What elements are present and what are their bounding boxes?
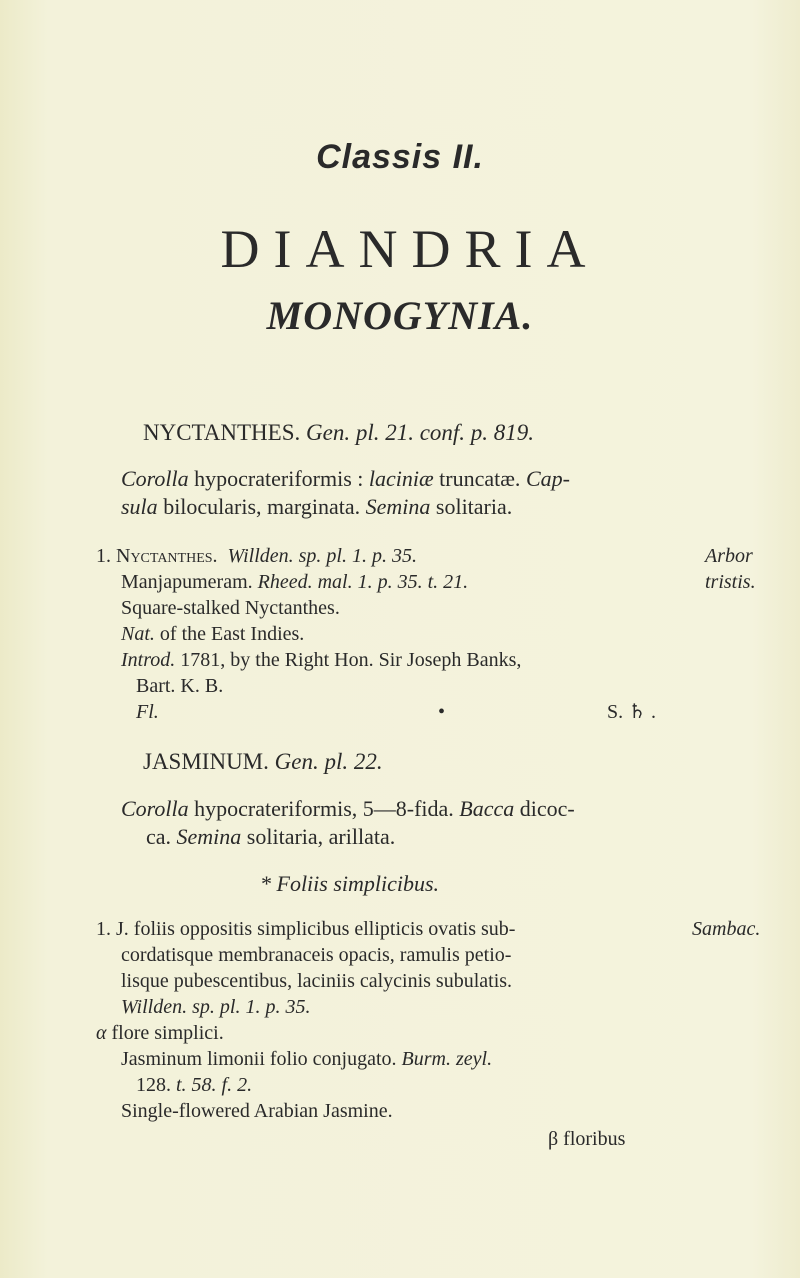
nyctanthes-species-line-1: 1. Nyctanthes. Willden. sp. pl. 1. p. 35. <box>96 545 417 567</box>
nyctanthes-introduced-line: Introd. 1781, by the Right Hon. Sir Joseph Banks, <box>121 649 522 671</box>
order-title: MONOGYNIA. <box>266 293 534 338</box>
jasminum-synonym-line-1: Jasminum limonii folio conjugato. Burm. zeyl. <box>121 1048 493 1070</box>
jasminum-variety-alpha: α flore simplici. <box>96 1022 224 1044</box>
genus-reference: Gen. pl. 22. <box>274 749 383 774</box>
jasminum-species-line-3: lisque pubescentibus, laciniis calycinis subulatis. <box>121 970 513 992</box>
margin-name-arbor: Arbor <box>705 545 753 567</box>
margin-name-sambac: Sambac. <box>692 918 761 940</box>
jasminum-genus-line <box>143 748 383 776</box>
nyctanthes-flowering-mark: • <box>438 701 446 723</box>
jasminum-species-line-4: Willden. sp. pl. 1. p. 35. <box>121 996 311 1018</box>
section-heading: * Foliis simplicibus. <box>260 871 440 896</box>
jasminum-character-line-2: ca. Semina solitaria, arillata. <box>146 824 396 849</box>
genus-reference: Gen. pl. 21. conf. p. 819. <box>306 420 535 445</box>
nyctanthes-character-line-2: sula bilocularis, marginata. Semina solitaria. <box>121 494 513 519</box>
jasminum-english-name: Single-flowered Arabian Jasmine. <box>121 1100 393 1122</box>
margin-name-tristis: tristis. <box>705 571 756 593</box>
nyctanthes-introduced-line-2: Bart. K. B. <box>136 675 224 697</box>
jasminum-synonym-line-2: 128. t. 58. f. 2. <box>136 1074 253 1096</box>
jasminum-variety-beta: β floribus <box>548 1128 626 1150</box>
nyctanthes-flowering-label: Fl. <box>136 701 159 723</box>
nyctanthes-english-name: Square-stalked Nyctanthes. <box>121 597 340 619</box>
nyctanthes-native-line: Nat. of the East Indies. <box>121 623 305 645</box>
jasminum-species-line-2: cordatisque membranaceis opacis, ramulis petio- <box>121 944 512 966</box>
nyctanthes-synonym-line: Manjapumeram. Rheed. mal. 1. p. 35. t. 21. <box>121 571 469 593</box>
nyctanthes-character-line-1: Corolla hypocrateriformis : laciniæ truncatæ. Cap- <box>121 466 570 491</box>
genus-name: NYCTANTHES. <box>143 420 301 445</box>
genus-name: JASMINUM. <box>143 749 269 774</box>
classis-heading: Classis II. <box>316 138 484 176</box>
jasminum-species-line-1: 1. J. foliis oppositis simplicibus ellipticis ovatis sub- <box>96 918 516 940</box>
nyctanthes-genus-line <box>143 419 534 447</box>
class-title: DIANDRIA <box>220 219 600 279</box>
nyctanthes-status: S. ♄ . <box>607 701 657 723</box>
jasminum-character-line-1: Corolla hypocrateriformis, 5—8-fida. Bacca dicoc- <box>121 796 575 821</box>
